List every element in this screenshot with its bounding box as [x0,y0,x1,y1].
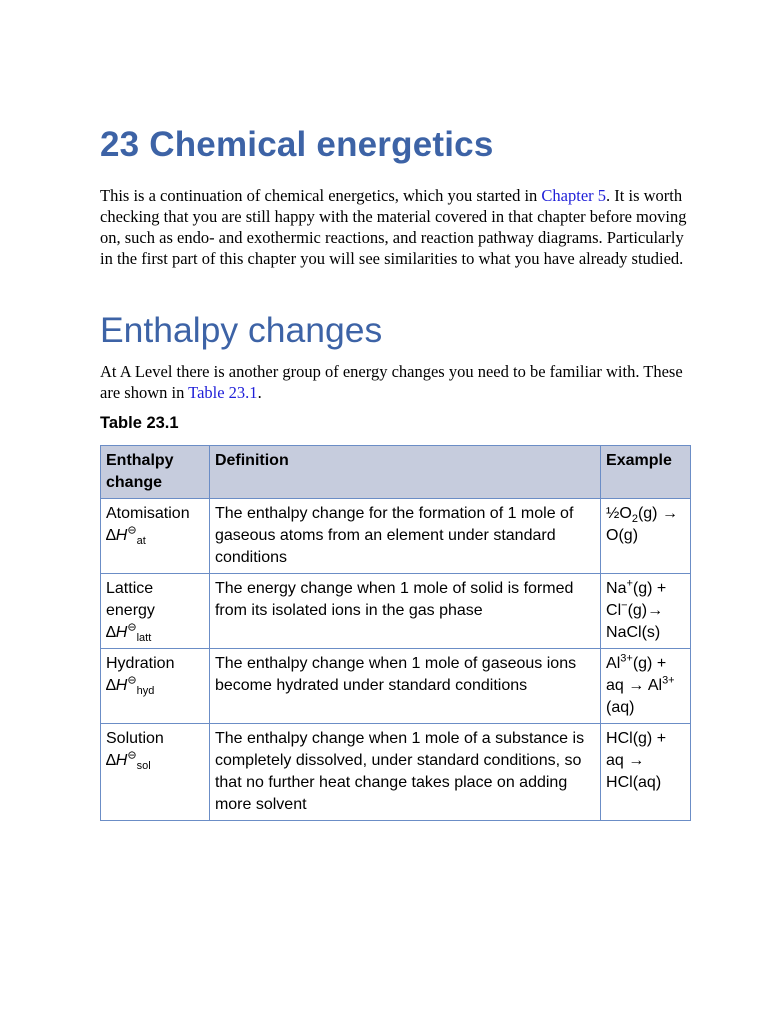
table-header-row [101,446,691,499]
lead-text-before: At A Level there is another group of energy changes you need to be familiar with. These are shown in [100,362,683,402]
row-name-cell [101,649,210,724]
chapter-title: 23 Chemical energetics [100,125,494,164]
enthalpy-table [100,445,691,821]
lead-text-after: . [257,383,262,402]
header-example: Example [601,446,691,499]
section-title: Enthalpy changes [100,310,383,350]
header-definition: Definition [209,446,600,499]
lead-paragraph [100,361,700,403]
intro-text-after: . It is worth checking that you are still happy with the material covered in that chapter before moving on, such as endo- and exothermic reactions, and reaction pathway diagrams. Particularly in the first part of this chapter you will see similarities to what you have already studied. [100,186,687,268]
enthalpy-symbol: $\Delta H^⊖_{latt}$ [106,621,152,645]
row-name: Lattice energy [106,580,155,619]
row-name: Hydration [106,655,175,672]
row-name-cell [101,724,210,821]
row-name-cell [101,574,210,649]
table-row [101,499,691,574]
table-row [101,724,691,821]
table-caption: Table 23.1 [100,414,179,432]
row-definition: The enthalpy change for the formation of 1 mole of gaseous atoms from an element under standard conditions [209,499,600,574]
row-example: HCl(g) + aq → HCl(aq) [601,724,691,821]
row-name: Atomisation [106,505,190,522]
row-example: $Al^{3+}(g)$ + aq → $Al^{3+}(aq)$ [601,649,691,724]
intro-paragraph [100,185,700,269]
row-definition: The energy change when 1 mole of solid is formed from its isolated ions in the gas phase [209,574,600,649]
table-link[interactable]: Table 23.1 [188,383,258,402]
row-example: $\frac{1}{2}O_2(g) \to O(g)$ [601,499,691,574]
chapter-5-link[interactable]: Chapter 5 [541,186,607,205]
row-definition: The enthalpy change when 1 mole of a substance is completely dissolved, under standard conditions, so that no further heat change takes place on adding more solvent [209,724,600,821]
table-row [101,649,691,724]
row-name-cell [101,499,210,574]
row-name: Solution [106,730,164,747]
enthalpy-symbol: $\Delta H^⊖_{at}$ [106,524,146,548]
enthalpy-symbol: $\Delta H^⊖_{hyd}$ [106,674,155,698]
enthalpy-symbol: $\Delta H^⊖_{sol}$ [106,749,151,773]
row-example: Na+(g) + Cl−(g)→ NaCl(s) [601,574,691,649]
intro-text-before: This is a continuation of chemical energetics, which you started in [100,186,542,205]
table-row [101,574,691,649]
header-enthalpy-change: Enthalpy change [101,446,210,499]
row-definition: The enthalpy change when 1 mole of gaseous ions become hydrated under standard conditions [209,649,600,724]
